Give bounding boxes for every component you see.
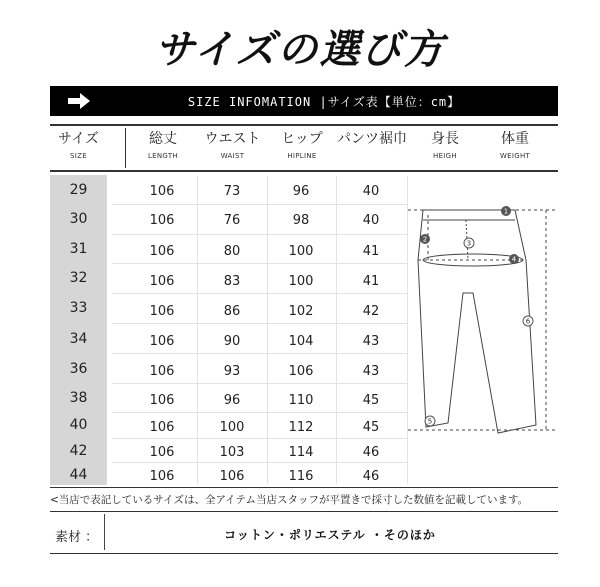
- marker-label-1: 1: [503, 207, 509, 216]
- hip-cell: 96: [292, 184, 310, 199]
- length-cell: 106: [149, 274, 175, 289]
- hip-cell: 110: [288, 393, 314, 408]
- row-divider: [112, 353, 408, 354]
- hip-cell: 114: [288, 445, 314, 460]
- size-cell: 38: [69, 390, 88, 406]
- col-head-weight: 体重 WEIGHT: [499, 131, 531, 160]
- material-value: コットン・ポリエステル ・そのほか: [224, 528, 436, 542]
- hip-cell: 98: [292, 213, 310, 228]
- hem-cell: 40: [362, 184, 380, 199]
- row-divider: [112, 293, 408, 294]
- hip-cell: 106: [288, 364, 314, 379]
- size-cell: 40: [69, 417, 88, 433]
- size-cell: 36: [69, 361, 88, 377]
- row-divider: [112, 234, 408, 235]
- waist-cell: 90: [223, 334, 241, 349]
- waist-cell: 106: [219, 469, 245, 484]
- hem-cell: 46: [362, 469, 380, 484]
- header-top-line: [50, 124, 558, 126]
- waist-cell: 83: [223, 274, 241, 289]
- pants-diagram: [408, 175, 558, 485]
- size-cell: 44: [69, 467, 88, 483]
- length-cell: 106: [149, 364, 175, 379]
- row-divider: [112, 263, 408, 264]
- hem-cell: 45: [362, 393, 380, 408]
- col-head-length: 総丈 LENGTH: [147, 131, 179, 160]
- marker-label-4: 4: [511, 255, 517, 264]
- table-bottom-line: [50, 487, 558, 488]
- hem-cell: 45: [362, 420, 380, 435]
- col-head-size: サイズ SIZE: [58, 131, 99, 160]
- waist-cell: 76: [223, 213, 241, 228]
- length-cell: 106: [149, 393, 175, 408]
- size-cell: 42: [69, 443, 88, 459]
- marker-label-3: 3: [466, 239, 472, 248]
- marker-label-6: 6: [525, 317, 531, 326]
- length-cell: 106: [149, 469, 175, 484]
- material-label: 素材 ：: [55, 530, 99, 545]
- col-head-waist: ウエスト WAIST: [204, 131, 261, 160]
- size-cell: 34: [69, 331, 88, 347]
- waist-cell: 103: [219, 445, 245, 460]
- size-cell: 32: [69, 270, 88, 286]
- length-cell: 106: [149, 420, 175, 435]
- hip-cell: 104: [288, 334, 314, 349]
- hem-cell: 43: [362, 334, 380, 349]
- waist-cell: 86: [223, 304, 241, 319]
- marker-label-5: 5: [427, 417, 433, 426]
- hem-cell: 43: [362, 364, 380, 379]
- hem-cell: 46: [362, 445, 380, 460]
- row-divider: [112, 383, 408, 384]
- col-head-hem: パンツ裾巾: [337, 131, 407, 147]
- hip-cell: 100: [288, 274, 314, 289]
- size-cell: 29: [69, 182, 88, 198]
- row-divider: [112, 438, 408, 439]
- length-cell: 106: [149, 184, 175, 199]
- row-divider: [112, 462, 408, 463]
- row-divider: [112, 412, 408, 413]
- waist-cell: 96: [223, 393, 241, 408]
- size-cell: 31: [69, 241, 88, 257]
- hip-cell: 116: [288, 469, 314, 484]
- waist-cell: 100: [219, 420, 245, 435]
- measurement-note: <当店で表記しているサイズは、全アイテム当店スタッフが平置きで採寸した数値を記載しています。: [50, 494, 529, 506]
- col-divider: [125, 128, 126, 168]
- material-top-line: [50, 511, 558, 512]
- length-cell: 106: [149, 213, 175, 228]
- length-cell: 106: [149, 304, 175, 319]
- waist-cell: 80: [223, 244, 241, 259]
- material-divider: [104, 514, 105, 550]
- hem-cell: 41: [362, 274, 380, 289]
- waist-cell: 93: [223, 364, 241, 379]
- size-cell: 33: [69, 300, 88, 316]
- hem-cell: 40: [362, 213, 380, 228]
- hip-cell: 102: [288, 304, 314, 319]
- banner-text: SIZE INFOMATION |サイズ表【単位：cm】: [187, 95, 461, 109]
- length-cell: 106: [149, 445, 175, 460]
- size-cell: 30: [69, 211, 88, 227]
- col-head-hip: ヒップ HIPLINE: [281, 131, 323, 160]
- hem-cell: 41: [362, 244, 380, 259]
- header-bottom-line: [50, 170, 558, 172]
- material-bottom-line: [50, 553, 558, 554]
- waist-cell: 73: [223, 184, 241, 199]
- row-divider: [112, 204, 408, 205]
- hip-cell: 112: [288, 420, 314, 435]
- page-title: サイズの選び方: [154, 27, 446, 73]
- length-cell: 106: [149, 334, 175, 349]
- size-info-banner: [50, 86, 558, 116]
- col-head-height: 身長 HEIGH: [431, 131, 459, 160]
- hem-cell: 42: [362, 304, 380, 319]
- hip-cell: 100: [288, 244, 314, 259]
- marker-label-2: 2: [422, 235, 428, 244]
- length-cell: 106: [149, 244, 175, 259]
- row-divider: [112, 323, 408, 324]
